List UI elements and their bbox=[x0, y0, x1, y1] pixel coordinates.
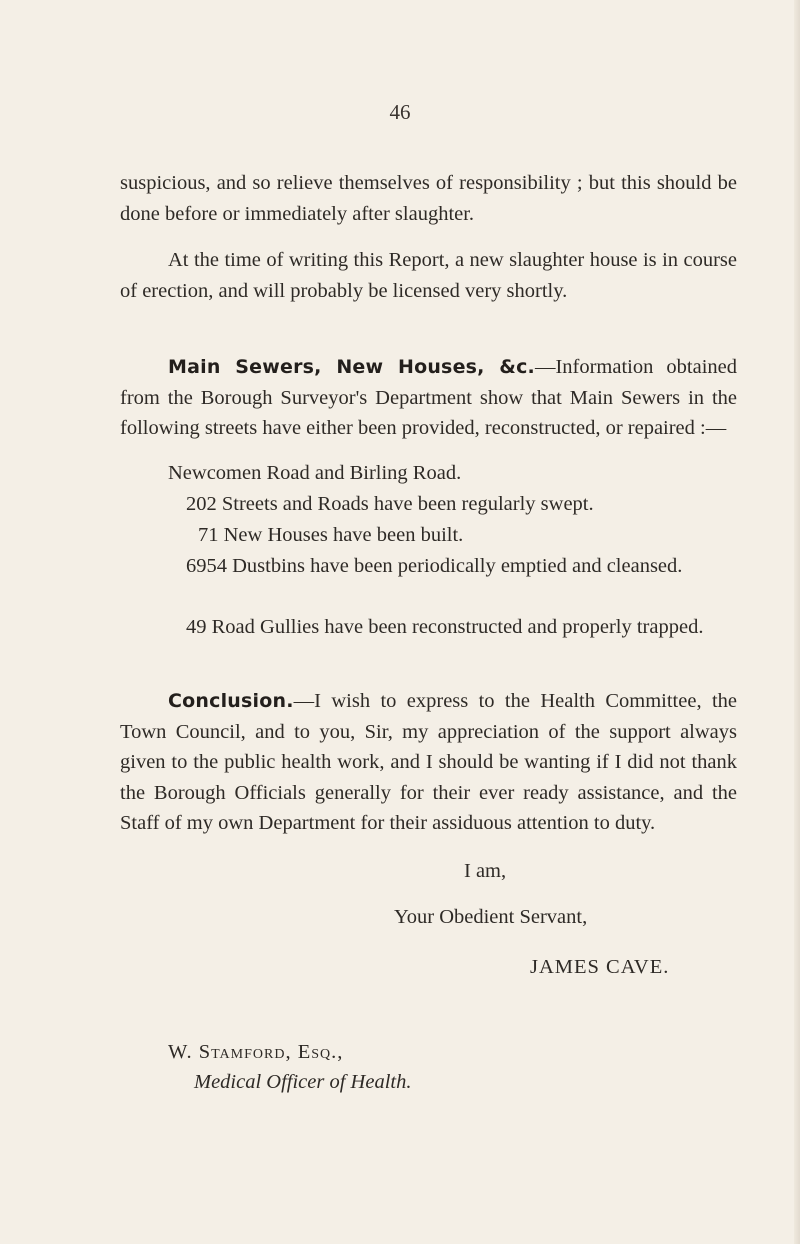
closing-i-am: I am, bbox=[464, 860, 507, 882]
section-heading-main-sewers: Main Sewers, New Houses, &c. bbox=[168, 356, 535, 378]
paragraph-new-slaughter-house: At the time of writing this Report, a new slaughter house is in course of erection, and will probably be licensed very shortly. bbox=[120, 249, 737, 302]
page-edge bbox=[794, 0, 800, 1244]
signature-name: JAMES CAVE. bbox=[530, 956, 670, 978]
addressee-name: W. Stamford, Esq., bbox=[168, 1041, 344, 1063]
paragraph-main-sewers bbox=[120, 352, 737, 444]
paragraph-conclusion bbox=[120, 686, 737, 839]
list-item-streets: Newcomen Road and Birling Road. bbox=[168, 462, 462, 484]
list-item-dustbins: 6954 Dustbins have been periodically emptied and cleansed. bbox=[186, 555, 683, 577]
section-heading-conclusion: Conclusion. bbox=[168, 690, 294, 712]
main-sewers-body: —Information obtained from the Borough Surveyor's Department show that Main Sewers in the following streets have either been provided, reconstructed, or repaired :— bbox=[120, 356, 737, 439]
closing-obedient-servant: Your Obedient Servant, bbox=[394, 906, 588, 928]
list-item-road-gullies: 49 Road Gullies have been reconstructed and properly trapped. bbox=[186, 616, 704, 638]
paragraph-slaughter-continuation: suspicious, and so relieve themselves of responsibility ; but this should be done before or immediately after slaughter. bbox=[120, 172, 737, 225]
conclusion-body: —I wish to express to the Health Committee, the Town Council, and to you, Sir, my appreciation of the support always given to the public health work, and I should be wanting if I did not thank the Borough Officials generally for their ever ready assistance, and the Staff of my own Department for their assiduous attention to duty. bbox=[120, 690, 737, 834]
list-item-new-houses: 71 New Houses have been built. bbox=[198, 524, 464, 546]
page-number: 46 bbox=[389, 100, 411, 124]
list-item-streets-swept: 202 Streets and Roads have been regularly swept. bbox=[186, 493, 594, 515]
addressee-title: Medical Officer of Health. bbox=[194, 1071, 412, 1093]
